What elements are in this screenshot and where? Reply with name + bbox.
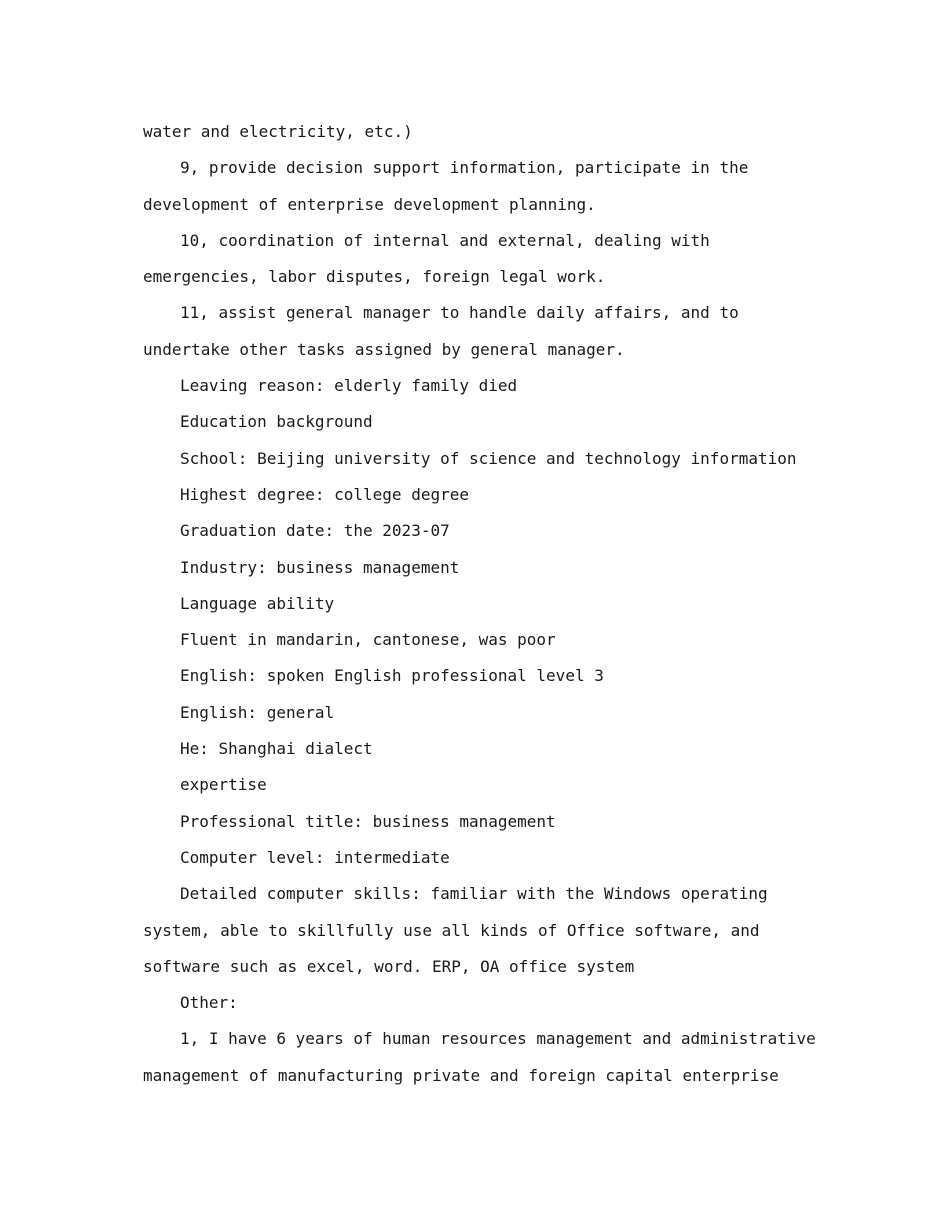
text-line: 1, I have 6 years of human resources management and administrative (180, 1029, 816, 1049)
text-line: English: general (180, 702, 335, 722)
text-line: emergencies, labor disputes, foreign legal work. (143, 267, 606, 287)
text-line: He: Shanghai dialect (180, 739, 373, 759)
text-line: software such as excel, word. ERP, OA office system (143, 956, 635, 976)
text-line: 9, provide decision support information, participate in the (180, 158, 749, 178)
text-line: Professional title: business management (180, 811, 556, 831)
section-heading: Other: (180, 993, 238, 1013)
section-heading: Language ability (180, 593, 335, 613)
text-line: 10, coordination of internal and external, dealing with (180, 230, 710, 250)
section-heading: expertise (180, 775, 267, 795)
text-line: Graduation date: the 2023-07 (180, 521, 450, 541)
text-line: School: Beijing university of science and technology information (180, 448, 797, 468)
text-line: 11, assist general manager to handle daily affairs, and to (180, 303, 739, 323)
text-line: development of enterprise development planning. (143, 194, 596, 214)
text-line: water and electricity, etc.) (143, 122, 413, 141)
text-line: Detailed computer skills: familiar with the Windows operating (180, 884, 768, 904)
text-line: Industry: business management (180, 557, 460, 577)
section-heading: Education background (180, 412, 373, 432)
text-line: Fluent in mandarin, cantonese, was poor (180, 630, 556, 650)
text-line: management of manufacturing private and foreign capital enterprise (143, 1065, 779, 1085)
document-body (143, 114, 823, 1094)
text-line: English: spoken English professional level 3 (180, 666, 604, 686)
text-line: Computer level: intermediate (180, 847, 450, 867)
text-line: Leaving reason: elderly family died (180, 376, 518, 396)
text-line: Highest degree: college degree (180, 484, 469, 504)
text-line: undertake other tasks assigned by general manager. (143, 339, 625, 359)
text-line: system, able to skillfully use all kinds of Office software, and (143, 920, 760, 940)
